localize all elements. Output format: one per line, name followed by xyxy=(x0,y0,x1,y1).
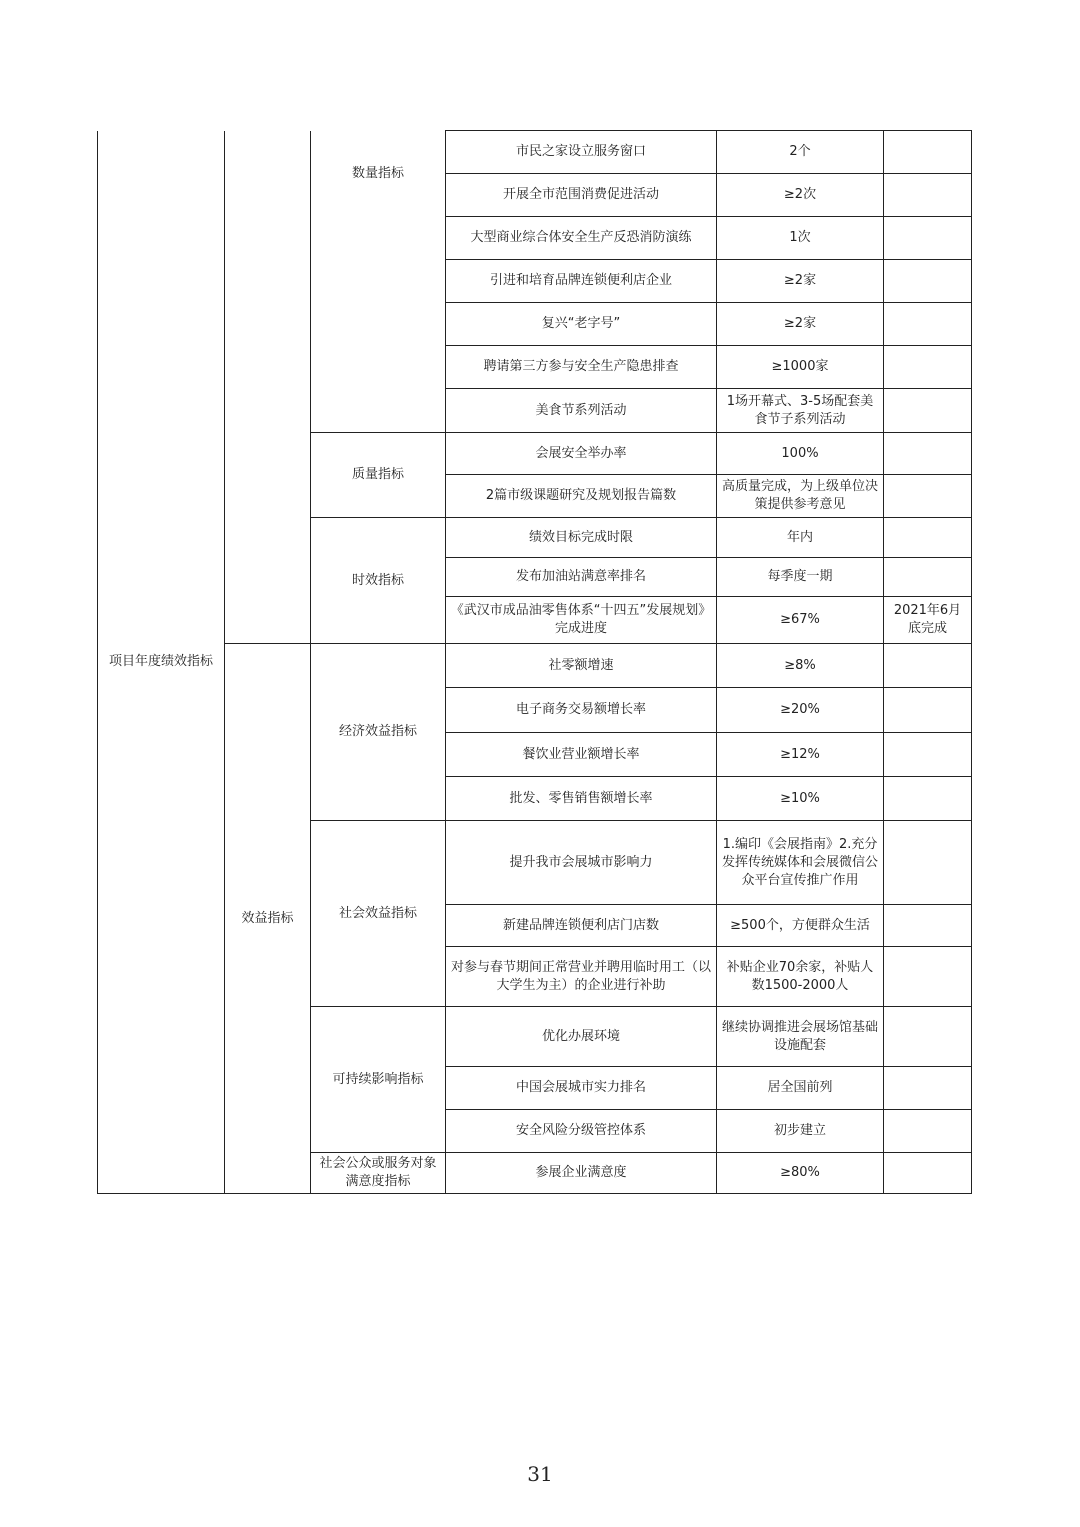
note-cell: 2021年6月底完成 xyxy=(884,597,972,644)
indicator-cell: 2篇市级课题研究及规划报告篇数 xyxy=(446,475,717,518)
note-cell xyxy=(884,1110,972,1153)
indicator-cell: 《武汉市成品油零售体系“十四五”发展规划》完成进度 xyxy=(446,597,717,644)
indicator-cell: 对参与春节期间正常营业并聘用临时用工（以大学生为主）的企业进行补助 xyxy=(446,947,717,1007)
indicator-cell: 复兴“老字号” xyxy=(446,303,717,346)
note-cell xyxy=(884,303,972,346)
level3-cell: 质量指标 xyxy=(311,433,446,518)
value-cell: 1场开幕式、3-5场配套美食节子系列活动 xyxy=(717,389,884,433)
level3-cell: 时效指标 xyxy=(311,518,446,644)
note-cell xyxy=(884,558,972,597)
value-cell: ≥20% xyxy=(717,688,884,733)
note-cell xyxy=(884,821,972,905)
indicator-cell: 聘请第三方参与安全生产隐患排查 xyxy=(446,346,717,389)
indicator-cell: 会展安全举办率 xyxy=(446,433,717,475)
note-cell xyxy=(884,905,972,947)
level3-cell: 社会公众或服务对象满意度指标 xyxy=(311,1153,446,1194)
value-cell: 100% xyxy=(717,433,884,475)
indicator-cell: 引进和培育品牌连锁便利店企业 xyxy=(446,260,717,303)
note-cell xyxy=(884,1007,972,1067)
indicator-cell: 美食节系列活动 xyxy=(446,389,717,433)
note-cell xyxy=(884,688,972,733)
note-cell xyxy=(884,733,972,777)
value-cell: ≥500个，方便群众生活 xyxy=(717,905,884,947)
note-cell xyxy=(884,260,972,303)
value-cell: ≥2次 xyxy=(717,174,884,217)
note-cell xyxy=(884,947,972,1007)
value-cell: 1次 xyxy=(717,217,884,260)
indicator-cell: 批发、零售销售额增长率 xyxy=(446,777,717,821)
value-cell: 高质量完成，为上级单位决策提供参考意见 xyxy=(717,475,884,518)
indicator-cell: 参展企业满意度 xyxy=(446,1153,717,1194)
indicator-cell: 绩效目标完成时限 xyxy=(446,518,717,558)
note-cell xyxy=(884,777,972,821)
indicator-cell: 安全风险分级管控体系 xyxy=(446,1110,717,1153)
note-cell xyxy=(884,346,972,389)
value-cell: ≥1000家 xyxy=(717,346,884,389)
indicator-cell: 餐饮业营业额增长率 xyxy=(446,733,717,777)
note-cell xyxy=(884,217,972,260)
value-cell: ≥12% xyxy=(717,733,884,777)
note-cell xyxy=(884,131,972,174)
level3-cell: 数量指标 xyxy=(311,131,446,433)
indicator-cell: 发布加油站满意率排名 xyxy=(446,558,717,597)
value-cell: 居全国前列 xyxy=(717,1067,884,1110)
value-cell: 每季度一期 xyxy=(717,558,884,597)
note-cell xyxy=(884,475,972,518)
indicator-cell: 新建品牌连锁便利店门店数 xyxy=(446,905,717,947)
indicator-cell: 中国会展城市实力排名 xyxy=(446,1067,717,1110)
indicator-cell: 市民之家设立服务窗口 xyxy=(446,131,717,174)
level1-cell: 项目年度绩效指标 xyxy=(98,131,225,1194)
value-cell: ≥8% xyxy=(717,644,884,688)
level3-cell: 社会效益指标 xyxy=(311,821,446,1007)
level3-cell: 经济效益指标 xyxy=(311,644,446,821)
value-cell: 初步建立 xyxy=(717,1110,884,1153)
level3-cell: 可持续影响指标 xyxy=(311,1007,446,1153)
page-number: 31 xyxy=(527,1462,553,1486)
value-cell: 继续协调推进会展场馆基础设施配套 xyxy=(717,1007,884,1067)
note-cell xyxy=(884,644,972,688)
indicator-cell: 大型商业综合体安全生产反恐消防演练 xyxy=(446,217,717,260)
level2-cell: 效益指标 xyxy=(225,644,311,1194)
value-cell: ≥80% xyxy=(717,1153,884,1194)
value-cell: 1.编印《会展指南》2.充分发挥传统媒体和会展微信公众平台宣传推广作用 xyxy=(717,821,884,905)
indicator-cell: 优化办展环境 xyxy=(446,1007,717,1067)
note-cell xyxy=(884,518,972,558)
value-cell: ≥67% xyxy=(717,597,884,644)
performance-indicator-table xyxy=(97,130,972,1194)
note-cell xyxy=(884,1153,972,1194)
indicator-cell: 社零额增速 xyxy=(446,644,717,688)
value-cell: ≥10% xyxy=(717,777,884,821)
indicator-cell: 提升我市会展城市影响力 xyxy=(446,821,717,905)
value-cell: 年内 xyxy=(717,518,884,558)
table-row xyxy=(98,644,972,688)
note-cell xyxy=(884,174,972,217)
indicator-cell: 开展全市范围消费促进活动 xyxy=(446,174,717,217)
value-cell: ≥2家 xyxy=(717,303,884,346)
value-cell: ≥2家 xyxy=(717,260,884,303)
note-cell xyxy=(884,433,972,475)
note-cell xyxy=(884,1067,972,1110)
table-row xyxy=(98,131,972,174)
note-cell xyxy=(884,389,972,433)
indicator-cell: 电子商务交易额增长率 xyxy=(446,688,717,733)
value-cell: 补贴企业70余家，补贴人数1500-2000人 xyxy=(717,947,884,1007)
value-cell: 2个 xyxy=(717,131,884,174)
level2-cell xyxy=(225,131,311,644)
